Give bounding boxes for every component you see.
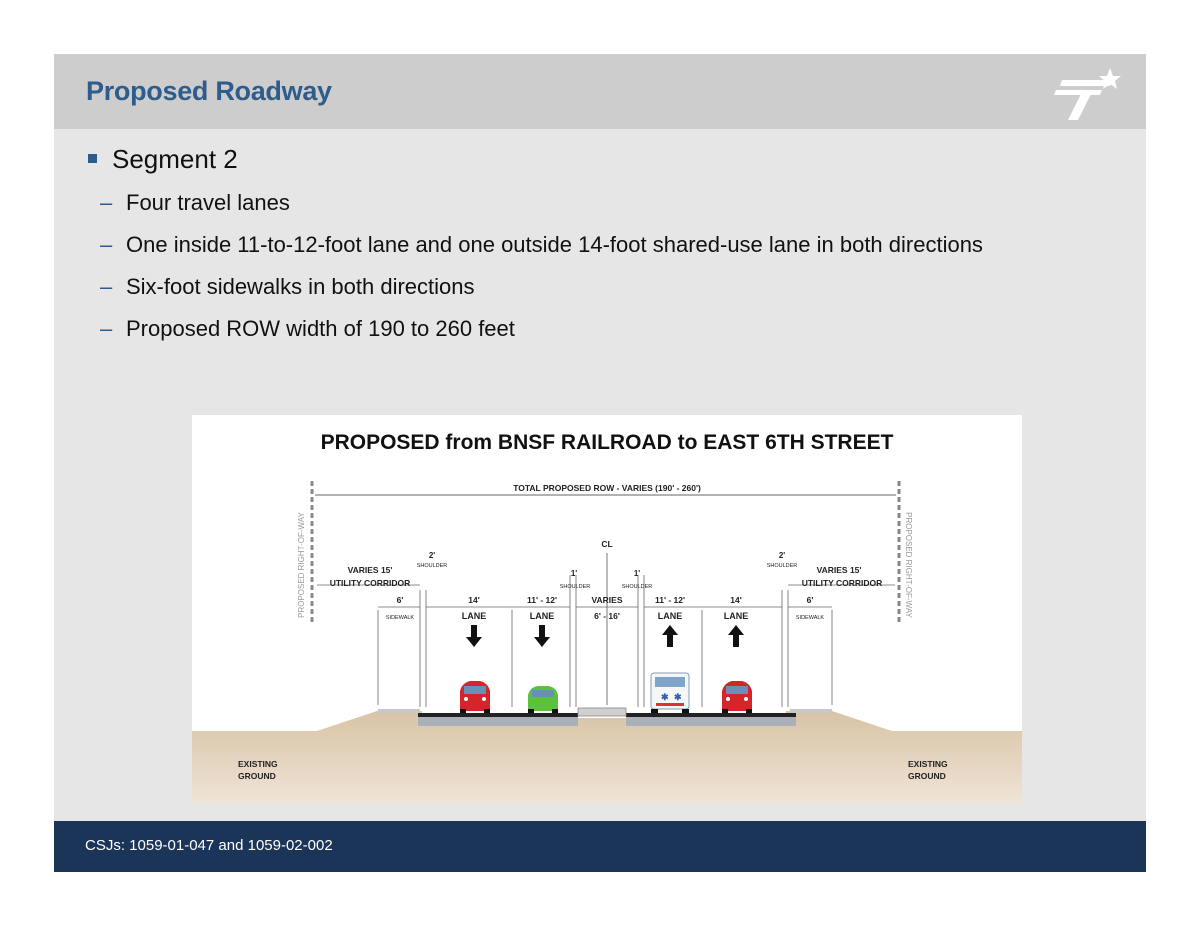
lane-3-dim: 11' - 12' [654, 595, 686, 605]
sidewalk-right [790, 709, 832, 713]
arrow-down-icon [466, 625, 482, 647]
red-car-icon [460, 681, 490, 713]
lane-4-dim: 14' [730, 595, 742, 605]
lane-1-label: LANE [461, 611, 487, 621]
total-row-label: TOTAL PROPOSED ROW - VARIES (190' - 260') [513, 483, 701, 493]
slide-header [54, 54, 1146, 129]
median [578, 708, 626, 716]
sidewalk-left-dim: 6' [396, 595, 404, 605]
txdot-logo-icon [1054, 64, 1126, 120]
lane-2-label: LANE [529, 611, 555, 621]
shoulder-right-dim: 2' [778, 551, 786, 560]
shoulder-right-label: SHOULDER [766, 563, 798, 569]
pavement-left [418, 713, 578, 717]
row-label-right: PROPOSED RIGHT-OF-WAY [904, 512, 913, 618]
centerline-label: CL [601, 539, 613, 549]
arrow-up-icon [728, 625, 744, 647]
inner-shoulder-right-label: SHOULDER [621, 584, 653, 590]
arrow-down-icon [534, 625, 550, 647]
list-item: – Four travel lanes [100, 190, 290, 215]
bullet-list [100, 188, 983, 356]
utility-left-dim: VARIES 15' [347, 565, 393, 575]
row-label-left: PROPOSED RIGHT-OF-WAY [297, 512, 306, 618]
lane-4-label: LANE [723, 611, 749, 621]
pavement-right [626, 713, 796, 717]
ground-left-line1: EXISTING [238, 759, 278, 769]
arrow-up-icon [662, 625, 678, 647]
lane-2-dim: 11' - 12' [526, 595, 558, 605]
slide-footer [54, 821, 1146, 872]
sidewalk-left-label: SIDEWALK [385, 615, 415, 621]
base-right [626, 717, 796, 726]
red-car-icon [722, 681, 752, 713]
sidewalk-right-label: SIDEWALK [795, 615, 825, 621]
ambulance-icon [651, 673, 689, 713]
inner-shoulder-right-dim: 1' [633, 569, 641, 578]
sidewalk-right-dim: 6' [806, 595, 814, 605]
bullet-square-icon [88, 154, 97, 163]
inner-shoulder-left-label: SHOULDER [559, 584, 591, 590]
cross-section-diagram [192, 415, 1022, 803]
figure-title: PROPOSED from BNSF RAILROAD to EAST 6TH STREET [320, 431, 894, 454]
slide-title: Proposed Roadway [86, 76, 332, 106]
lane-3-label: LANE [657, 611, 683, 621]
ground-right-line2: GROUND [908, 771, 946, 781]
footer-csj-text: CSJs: 1059-01-047 and 1059-02-002 [85, 837, 333, 854]
list-item: – One inside 11-to-12-foot lane and one outside 14-foot shared-use lane in both directions [100, 232, 983, 257]
utility-right-label: UTILITY CORRIDOR [801, 578, 883, 588]
shoulder-left-label: SHOULDER [416, 563, 448, 569]
sidewalk-left [378, 709, 420, 713]
roadway-cross-section [192, 415, 1022, 803]
utility-left-label: UTILITY CORRIDOR [329, 578, 411, 588]
ground-right-line1: EXISTING [908, 759, 948, 769]
median-label: 6' - 16' [594, 611, 620, 621]
slide [54, 54, 1146, 872]
shoulder-left-dim: 2' [428, 551, 436, 560]
segment-heading-text: Segment 2 [112, 144, 238, 174]
svg-text:✱: ✱ [661, 692, 669, 702]
median-dim: VARIES [591, 595, 623, 605]
segment-heading [88, 144, 238, 175]
base-left [418, 717, 578, 726]
lane-1-dim: 14' [468, 595, 480, 605]
ground-left-line2: GROUND [238, 771, 276, 781]
existing-ground [192, 711, 1022, 803]
svg-text:✱: ✱ [674, 692, 682, 702]
inner-shoulder-left-dim: 1' [570, 569, 578, 578]
list-item: – Six-foot sidewalks in both directions [100, 274, 475, 299]
list-item: – Proposed ROW width of 190 to 260 feet [100, 316, 515, 341]
utility-right-dim: VARIES 15' [816, 565, 862, 575]
green-car-icon [528, 686, 558, 713]
